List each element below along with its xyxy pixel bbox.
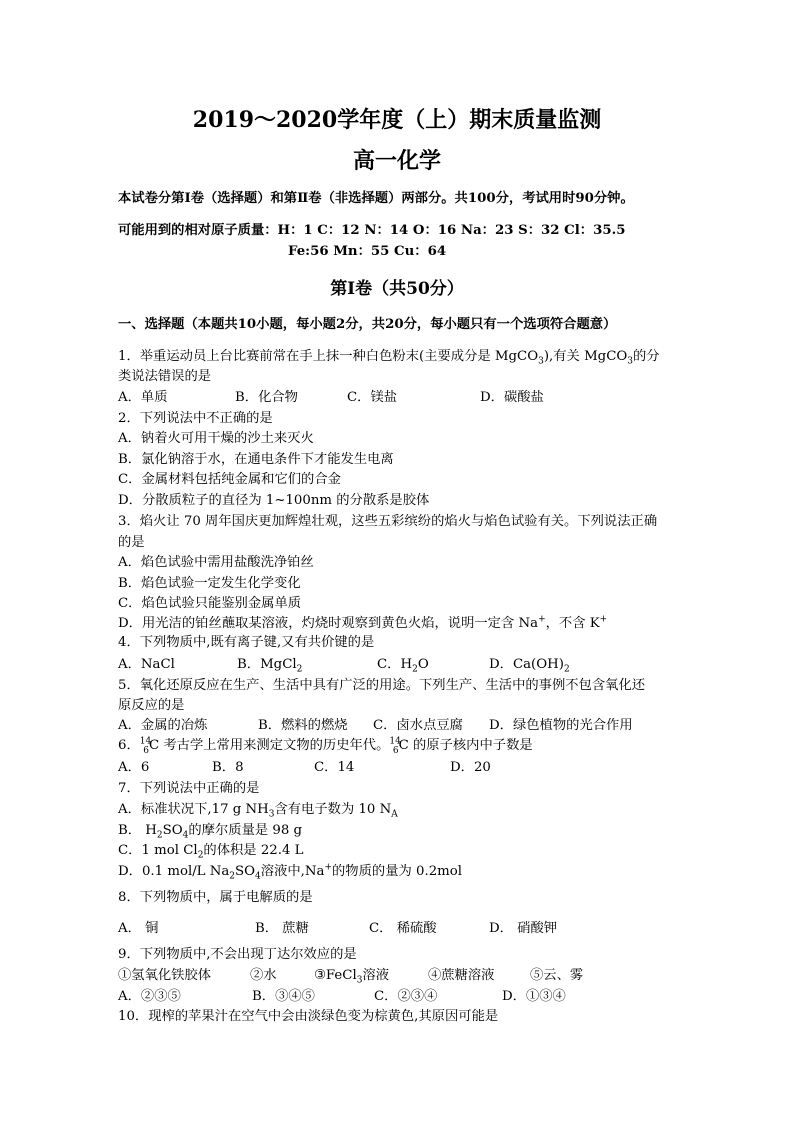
q1-option-c: C．镁盐 [347, 390, 398, 405]
q6-option-d: D．20 [450, 760, 491, 775]
q8-option-b: B． 蔗糖 [255, 921, 309, 936]
q9-item-5: ⑤云、雾 [530, 968, 584, 983]
q5-stem: 5．氧化还原反应在生产、生活中具有广泛的用途。下列生产、生活中的事例不包含氧化还 [118, 678, 646, 693]
q4-options [118, 656, 570, 674]
q6-options [118, 759, 491, 777]
q1-option-b: B．化合物 [235, 390, 298, 405]
q9-items [118, 967, 583, 985]
q9-option-a: A．②③⑤ [118, 989, 181, 1004]
part-heading: 一、选择题（本题共10小题，每小题2分，共20分，每小题只有一个选项符合题意） [118, 317, 617, 332]
q1-stem: 1．举重运动员上台比赛前常在手上抹一种白色粉末(主要成分是 MgCO$_3$),有关 MgCO$_3$的分 [118, 349, 660, 367]
q5-options [118, 717, 633, 735]
q9-options [118, 988, 566, 1006]
exam-subtitle: 高一化学 [352, 148, 441, 174]
q3-option-c: C．焰色试验只能鉴别金属单质 [118, 596, 302, 611]
q9-item-1: ①氢氧化铁胶体 [118, 968, 212, 983]
q2-option-a: A．钠着火可用干燥的沙土来灭火 [118, 431, 314, 446]
q3-option-a: A．焰色试验中需用盐酸洗净铂丝 [118, 555, 314, 570]
q9-item-4: ④蔗糖溶液 [428, 968, 495, 983]
exam-title: 2019～2020学年度（上）期末质量监测 [192, 107, 602, 133]
q7-option-b: B． $H_2SO_4$的摩尔质量是 98 g [118, 823, 303, 841]
q7-option-a: A．标准状况下,17 g $NH_3$含有电子数为 10 $N_A$ [118, 802, 398, 820]
q4-option-c: C．$H_2O$ [377, 657, 429, 675]
q7-option-d: D．0.1 mol/L $Na_2SO_4$溶液中,Na+的物质的量为 0.2mol [118, 862, 463, 882]
q2-option-c: C．金属材料包括纯金属和它们的合金 [118, 472, 341, 487]
q3-option-b: B．焰色试验一定发生化学变化 [118, 576, 301, 591]
q8-option-a: A． 铜 [118, 921, 159, 936]
q1-stem-line-2: 类说法错误的是 [118, 369, 212, 384]
q4-option-b: B．MgCl$_2$ [237, 657, 303, 675]
q1-options [118, 389, 544, 407]
q6-stem: 6．$^{14}_6$C 考古学上常用来测定文物的历史年代。$^{14}_6$C 的原子核内中子数是 [118, 736, 533, 756]
q3-stem: 3．焰火让 70 周年国庆更加辉煌壮观，这些五彩缤纷的焰火与焰色试验有关。下列说法正确 [118, 514, 658, 529]
q8-stem: 8．下列物质中，属于电解质的是 [118, 890, 313, 905]
exam-info: 本试卷分第Ⅰ卷（选择题）和第Ⅱ卷（非选择题）两部分。共100分，考试用时90分钟。 [118, 191, 634, 206]
q9-option-b: B．③④⑤ [252, 989, 315, 1004]
q2-stem: 2．下列说法中不正确的是 [118, 411, 273, 426]
q7-option-c: C．1 mol $Cl_2$的体积是 22.4 L [118, 843, 304, 861]
q1-option-a: A．单质 [118, 390, 168, 405]
q5-option-a: A．金属的冶炼 [118, 718, 208, 733]
q6-option-b: B．8 [212, 760, 244, 775]
q10-stem: 10．现榨的苹果汁在空气中会由淡绿色变为棕黄色,其原因可能是 [118, 1009, 499, 1024]
q4-stem: 4．下列物质中,既有离子键,又有共价键的是 [118, 635, 375, 650]
q4-option-a: A．NaCl [118, 657, 175, 672]
q5-option-d: D．绿色植物的光合作用 [489, 718, 633, 733]
q9-option-d: D．①③④ [502, 989, 566, 1004]
q7-stem: 7．下列说法中正确的是 [118, 781, 260, 796]
q3-stem-line-2: 的是 [118, 535, 145, 550]
q8-options [118, 920, 557, 938]
q3-option-d: D．用光洁的铂丝蘸取某溶液，灼烧时观察到黄色火焰，说明一定含 Na+，不含 K+ [118, 614, 608, 631]
q4-option-d: D．$Ca(OH)_2$ [489, 657, 570, 675]
q9-stem: 9．下列物质中,不会出现丁达尔效应的是 [118, 947, 357, 962]
q5-option-b: B．燃料的燃烧 [258, 718, 348, 733]
q1-option-d: D．碳酸盐 [480, 390, 544, 405]
q9-item-3: ③FeCl$_3$溶液 [314, 968, 390, 986]
atomic-mass-line-1: 可能用到的相对原子质量：H：1 C：12 N：14 O：16 Na：23 S：32 Cl：35.5 [118, 223, 626, 238]
q8-option-d: D． 硝酸钾 [489, 921, 558, 936]
q2-option-b: B．氯化钠溶于水，在通电条件下才能发生电离 [118, 452, 394, 467]
q5-option-c: C．卤水点豆腐 [373, 718, 463, 733]
q2-option-d: D．分散质粒子的直径为 1~100nm 的分散系是胶体 [118, 493, 430, 508]
q9-item-2: ②水 [250, 968, 277, 983]
q6-option-a: A．6 [118, 760, 150, 775]
section-title: 第Ⅰ卷（共50分） [330, 279, 464, 299]
atomic-mass-line-2: Fe:56 Mn：55 Cu：64 [288, 244, 447, 259]
q8-option-c: C． 稀硫酸 [369, 921, 437, 936]
q9-option-c: C．②③④ [374, 989, 438, 1004]
q6-option-c: C．14 [314, 760, 355, 775]
q5-stem-line-2: 原反应的是 [118, 698, 185, 713]
